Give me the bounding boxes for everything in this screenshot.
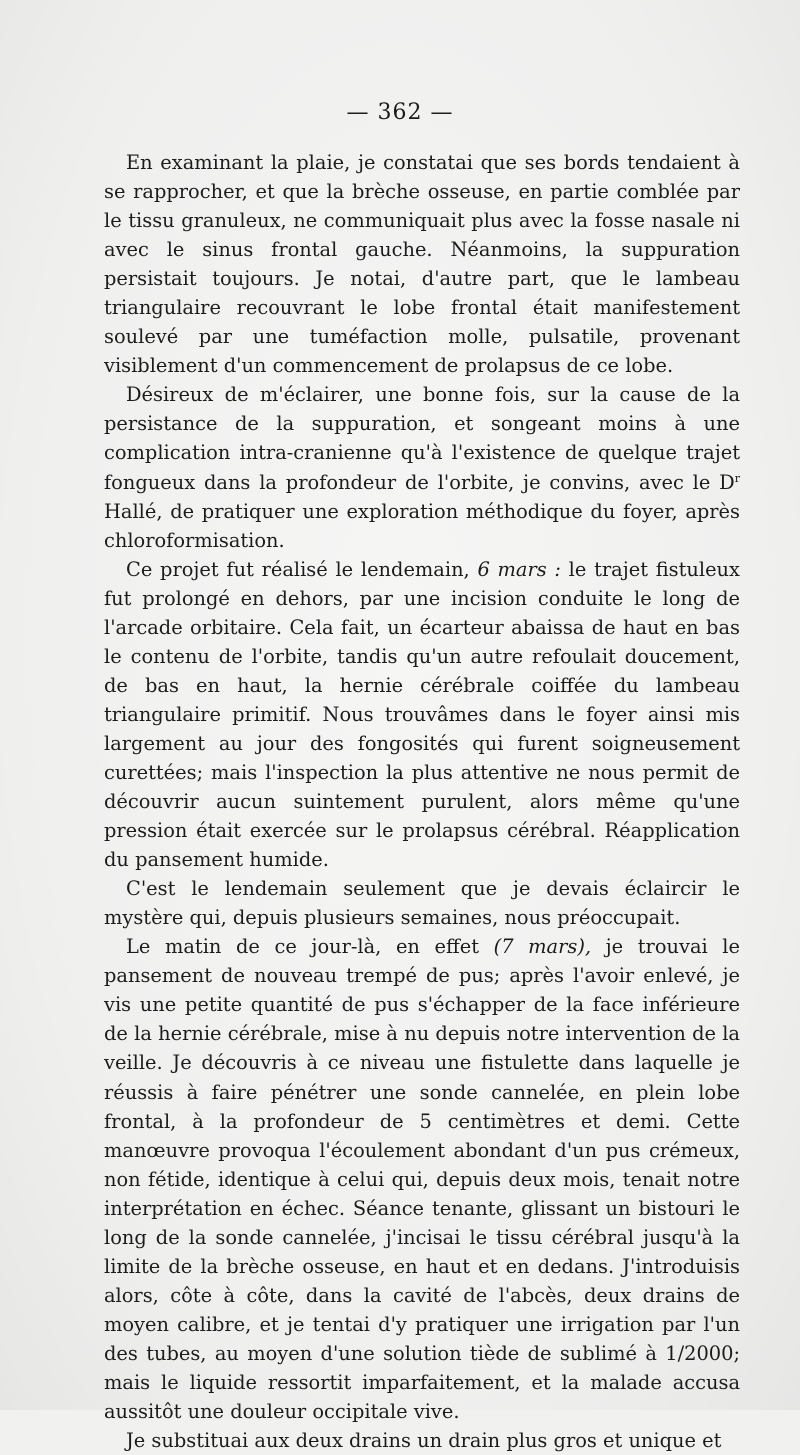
paragraph-4: C'est le lendemain seulement que je devais éclaircir le mystère qui, depuis plusieurs semaines, nous préoccupait. xyxy=(104,877,740,930)
paragraph-5 xyxy=(104,932,740,1426)
paragraph-3-text-b: le trajet fistuleux fut prolongé en dehors, par une incision conduite le long de l'arcade orbitaire. Cela fait, un écarteur abaissa de haut en bas le contenu de l'orbite, tandis qu'un autre refoulait doucement, de bas en haut, la hernie cérébrale coiffée du lambeau triangulaire primitif. Nous trouvâmes dans le foyer ainsi mis largement au jour des fongosités qui furent soigneusement curettées; mais l'inspection la plus attentive ne nous permit de découvrir aucun suintement purulent, alors même qu'une pression était exercée sur le prolapsus cérébral. Réapplication du pansement humide. xyxy=(104,557,740,872)
date-7-mars: (7 mars), xyxy=(493,935,592,959)
paragraph-5-text-a: Le matin de ce jour-là, en effet xyxy=(126,935,494,959)
paragraph-3 xyxy=(104,555,740,875)
body-text xyxy=(104,148,740,1455)
paragraph-2 xyxy=(104,380,740,554)
paragraph-3-text-a: Ce projet fut réalisé le lendemain, xyxy=(126,557,478,581)
paragraph-6: Je substituai aux deux drains un drain plus gros et unique et xyxy=(126,1429,722,1453)
paragraph-1: En examinant la plaie, je constatai que ses bords tendaient à se rapprocher, et que la brèche osseuse, en partie comblée par le tissu granuleux, ne communiquait plus avec la fosse nasale ni avec le sinus frontal gauche. Néanmoins, la suppuration persistait toujours. Je notai, d'autre part, que le lambeau triangulaire recouvrant le lobe frontal était manifestement soulevé par une tuméfaction molle, pulsatile, provenant visiblement d'un commencement de prolapsus de ce lobe. xyxy=(104,151,740,378)
paragraph-2-text-a: Désireux de m'éclairer, une bonne fois, sur la cause de la persistance de la suppuration, et songeant moins à une complication intra-cranienne qu'à l'existence de quelque trajet fongueux dans la profondeur de l'orbite, je convins, avec le D xyxy=(104,383,740,494)
paragraph-2-text-b: Hallé, de pratiquer une exploration méthodique du foyer, après chloroformisation. xyxy=(104,499,740,552)
date-6-mars: 6 mars : xyxy=(477,557,561,581)
paragraph-5-text-b: je trouvai le pansement de nouveau trempé de pus; après l'avoir enlevé, je vis une petite quantité de pus s'échapper de la face inférieure de la hernie cérébrale, mise à nu depuis notre intervention de la veille. Je découvris à ce niveau une fistulette dans laquelle je réussis à faire pénétrer une sonde cannelée, en plein lobe frontal, à la profondeur de 5 centimètres et demi. Cette manœuvre provoqua l'écoulement abondant d'un pus crémeux, non fétide, identique à celui qui, depuis deux mois, tenait notre interprétation en échec. Séance tenante, glissant un bistouri le long de la sonde cannelée, j'incisai le tissu cérébral jusqu'à la limite de la brèche osseuse, en haut et en dedans. J'introduisis alors, côte à côte, dans la cavité de l'abcès, deux drains de moyen calibre, et je tentai d'y pratiquer une irrigation par l'un des tubes, au moyen d'une solution tiède de sublimé à 1/2000; mais le liquide ressortit imparfaitement, et la malade accusa aussitôt une douleur occipitale vive. xyxy=(104,935,740,1424)
page-number: — 362 — xyxy=(346,100,454,125)
doctor-abbrev-superscript: r xyxy=(734,471,740,485)
